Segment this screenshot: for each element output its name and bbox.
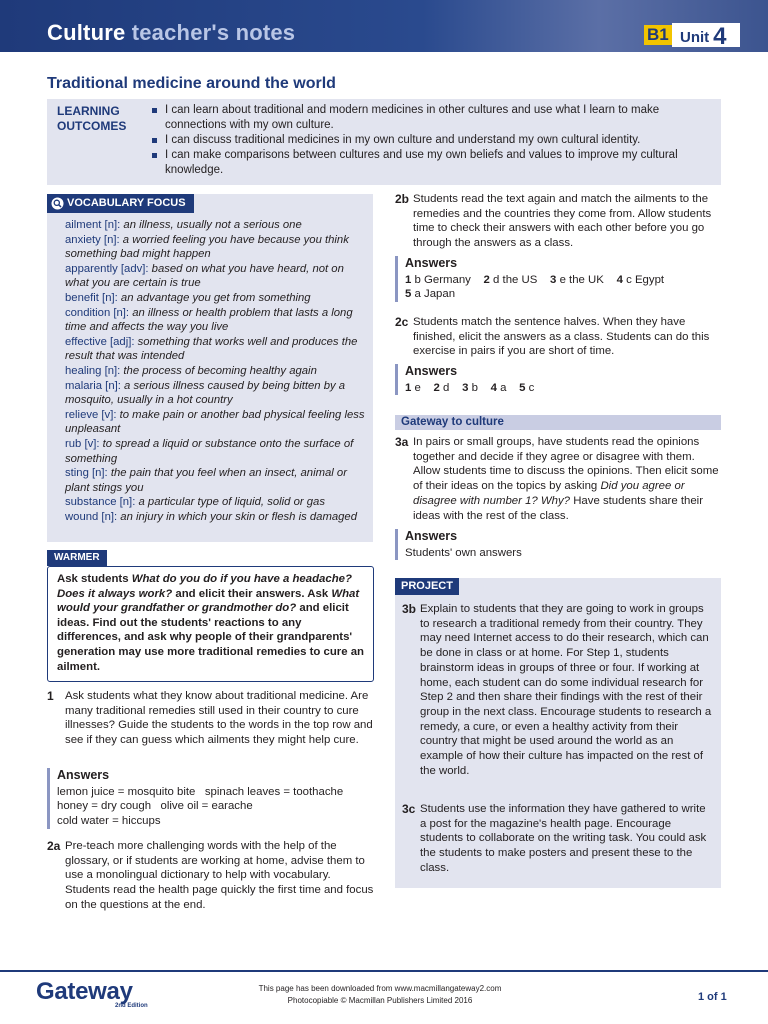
answer-value: a (500, 381, 507, 394)
header-title-main: Culture (47, 20, 126, 45)
unit-badge (672, 23, 740, 50)
vocab-entry (65, 510, 365, 525)
answers-heading: Answers (405, 364, 458, 378)
magnifier-icon (51, 197, 64, 210)
step-1 (47, 689, 377, 748)
answer-value: e (414, 381, 421, 394)
answer-value: d (443, 381, 450, 394)
answers-step-3a (395, 529, 721, 560)
vocab-definition: something that works well and produces the result that was intended (65, 335, 358, 363)
unit-number: 4 (713, 23, 727, 50)
outcome-item: I can make comparisons between cultures and use my own beliefs and values to improve my cultural knowledge. (152, 148, 712, 178)
vocab-definition: to make pain or another bad physical feeling less unpleasant (65, 408, 365, 436)
answers-step-2b (395, 256, 721, 302)
answer-value: e the UK (559, 273, 604, 286)
gateway-to-culture-heading: Gateway to culture (395, 415, 721, 430)
vocab-definition: an injury in which your skin or flesh is damaged (120, 510, 358, 523)
step-number: 3c (402, 802, 416, 816)
page-number: 1 of 1 (698, 991, 727, 1003)
vocabulary-focus-title: VOCABULARY FOCUS (67, 197, 186, 209)
vocab-definition: the pain that you feel when an insect, animal or plant stings you (65, 467, 347, 494)
vocab-entry (65, 233, 365, 262)
step-text: Pre-teach more challenging words with the help of the glossary, or if students are working at home, advise them to use a monolingual dictionary to help with vocabulary. Students read the health page quickly the first time and focus on the questions at the end. (65, 840, 374, 911)
answer-line: cold water = hiccups (57, 815, 161, 828)
step-2b (395, 192, 721, 251)
answers-heading: Answers (405, 256, 458, 270)
answer-value: a Japan (414, 288, 456, 301)
vocab-definition: to spread a liquid or substance onto the surface of something (65, 437, 354, 465)
answer-number: 2 (483, 273, 490, 286)
answer-number: 3 (550, 273, 557, 286)
warmer-box (47, 566, 374, 682)
project-box (395, 578, 721, 888)
answer-line: honey = dry cough olive oil = earache (57, 800, 253, 813)
warmer-text: and elicit ideas. Find out the students' reactions to any differences, and ask why people of their grandparents' generation may use more traditional remedies to cure an ailment. (57, 602, 365, 673)
answer-number: 4 (490, 381, 497, 394)
answer-number: 1 (405, 273, 412, 286)
vocab-entry (65, 306, 365, 335)
step-3a (395, 435, 721, 523)
answer-line: lemon juice = mosquito bite spinach leaves = toothache (57, 785, 344, 798)
vocabulary-focus-heading (47, 194, 194, 213)
vocab-entry (65, 379, 365, 408)
step-3c (402, 802, 714, 876)
unit-label: Unit (680, 29, 710, 46)
lo-label-line2: OUTCOMES (57, 119, 127, 133)
footer-copyright (200, 983, 560, 1007)
section-title: Traditional medicine around the world (47, 75, 336, 92)
answer-value: b (471, 381, 478, 394)
vocab-entry (65, 495, 365, 510)
warmer-question: What would your grandfather or grandmother do? (57, 587, 360, 615)
vocab-term: relieve [v]: (65, 408, 117, 421)
answers-heading: Answers (57, 768, 110, 782)
vocab-term: substance [n]: (65, 496, 136, 509)
step-3b (402, 602, 714, 778)
step-text-part: In pairs or small groups, have students read the opinions together and decide if they agree or disagree with them. Allow students time to discuss the opinions. Then elicit some of their ideas on the topics by asking (413, 436, 719, 493)
step-text: Students match the sentence halves. When they have finished, elicit the answers as a class. Students can do this exercise in pairs if you are short of time. (413, 316, 710, 358)
vocab-definition: based on what you have heard, not on what you are certain is true (65, 262, 344, 290)
vocab-definition: a serious illness caused by being bitten by a mosquito, usually in a hot country (65, 379, 346, 407)
footer-photocopiable-line: Photocopiable © Macmillan Publishers Limited 2016 (287, 996, 473, 1005)
answer-value: b Germany (414, 273, 471, 286)
vocab-entry (65, 364, 365, 379)
learning-outcomes-label (57, 104, 126, 134)
answer-line (405, 273, 721, 288)
vocab-term: malaria [n]: (65, 379, 121, 392)
vocab-term: condition [n]: (65, 306, 130, 319)
answer-number: 4 (616, 273, 623, 286)
vocab-entry (65, 466, 365, 495)
answers-step-1 (47, 768, 377, 829)
vocab-term: wound [n]: (65, 510, 118, 523)
step-text: Ask students what they know about traditional medicine. Are many traditional remedies still used in their country to cure illnesses? Guide the students to the words in the top row and see if they can guess which ailments they might help cure. (65, 690, 373, 747)
vocab-term: ailment [n]: (65, 219, 121, 231)
answer-value: d the US (493, 273, 538, 286)
learning-outcomes-list (152, 103, 712, 178)
vocab-term: benefit [n]: (65, 291, 118, 304)
vocab-term: sting [n]: (65, 467, 108, 480)
answers-step-2c (395, 364, 721, 395)
vocab-definition: the process of becoming healthy again (123, 364, 317, 377)
learning-outcomes-box (47, 99, 721, 185)
step-text (413, 435, 721, 523)
answer-line (405, 381, 721, 396)
footer-divider (0, 970, 768, 972)
vocabulary-focus-box (47, 194, 373, 542)
vocab-entry (65, 262, 365, 291)
header-bar (0, 0, 768, 52)
step-question: Did you agree or disagree with number 1? Why? (413, 480, 685, 507)
answer-line (405, 287, 721, 302)
warmer-question: What do you do if you have a headache? Does it always work? (57, 573, 352, 600)
vocab-entry (65, 335, 365, 364)
step-text: Explain to students that they are going to work in groups to research a traditional remedy from their country. They may need Internet access to do their research, which can be done in class or at home. For Step 1, students brainstorm ideas in groups of three or four. If working at home, each student can do some individual research for Step 2 and then share their findings with the rest of their group in the next class. Encourage students to research a remedy, a cure, or even a healthy activity from their country that might be used around the world as an example of how their culture has impacted on the rest of the world. (420, 603, 712, 777)
vocab-term: apparently [adv]: (65, 262, 149, 275)
outcome-item: I can discuss traditional medicines in my own culture and understand my own cultural identity. (152, 133, 712, 148)
answer-number: 2 (433, 381, 440, 394)
vocab-entry (65, 291, 365, 306)
answer-number: 5 (519, 381, 526, 394)
header-title-sub: teacher's notes (131, 20, 296, 45)
lo-label-line1: LEARNING (57, 104, 120, 118)
warmer-text: and elicit their answers. Ask (172, 587, 332, 600)
step-text: Students use the information they have gathered to write a post for the magazine's health page. Encourage students to collaborate on the writing task. You could ask the students to make posters and present these to the class. (420, 803, 707, 874)
answer-number: 5 (405, 288, 412, 301)
step-number: 2a (47, 839, 61, 853)
step-text: Students read the text again and match the ailments to the remedies and the countries they come from. Allow students time to check their answers with each other before you go through the answers as a class. (413, 193, 712, 250)
answer-value: c (528, 381, 535, 394)
answer-number: 1 (405, 381, 412, 394)
answer-number: 3 (462, 381, 469, 394)
vocab-definition: a particular type of liquid, solid or gas (138, 496, 325, 509)
vocab-definition: an advantage you get from something (120, 291, 311, 304)
step-number: 2b (395, 192, 410, 206)
vocab-definition: a worried feeling you have because you think something bad might happen (65, 233, 349, 261)
edition-label: 2nd Edition (115, 1003, 148, 1009)
step-number: 3a (395, 435, 409, 449)
vocab-term: rub [v]: (65, 437, 100, 450)
project-tag: PROJECT (395, 578, 459, 595)
vocab-definition: an illness, usually not a serious one (123, 219, 302, 231)
level-badge: B1 (644, 25, 672, 45)
warmer-text: Ask students (57, 573, 132, 585)
vocab-term: effective [adj]: (65, 335, 135, 348)
footer-download-line: This page has been downloaded from www.macmillangateway2.com (258, 984, 502, 993)
vocab-entry (65, 408, 365, 437)
step-text-part: Have students share their ideas with the rest of the class. (413, 494, 703, 522)
outcome-item: I can learn about traditional and modern medicines in other cultures and use what I learn to make connections with my own culture. (152, 103, 712, 133)
vocabulary-list (65, 218, 365, 524)
header-title (47, 20, 295, 46)
step-2c (395, 315, 721, 359)
answers-heading: Answers (405, 529, 458, 543)
step-number: 1 (47, 689, 54, 703)
step-number: 3b (402, 602, 417, 616)
vocab-term: healing [n]: (65, 364, 121, 377)
vocab-term: anxiety [n]: (65, 233, 120, 246)
answer-value: c Egypt (626, 273, 665, 286)
step-2a (47, 839, 377, 913)
vocab-entry (65, 218, 365, 233)
step-number: 2c (395, 315, 409, 329)
vocab-entry (65, 437, 365, 466)
warmer-tag: WARMER (47, 550, 107, 566)
answer-line: Students' own answers (405, 546, 522, 559)
gateway-logo: Gateway (36, 978, 133, 1005)
vocab-definition: an illness or health problem that lasts a long time and affects the way you live (65, 306, 353, 334)
